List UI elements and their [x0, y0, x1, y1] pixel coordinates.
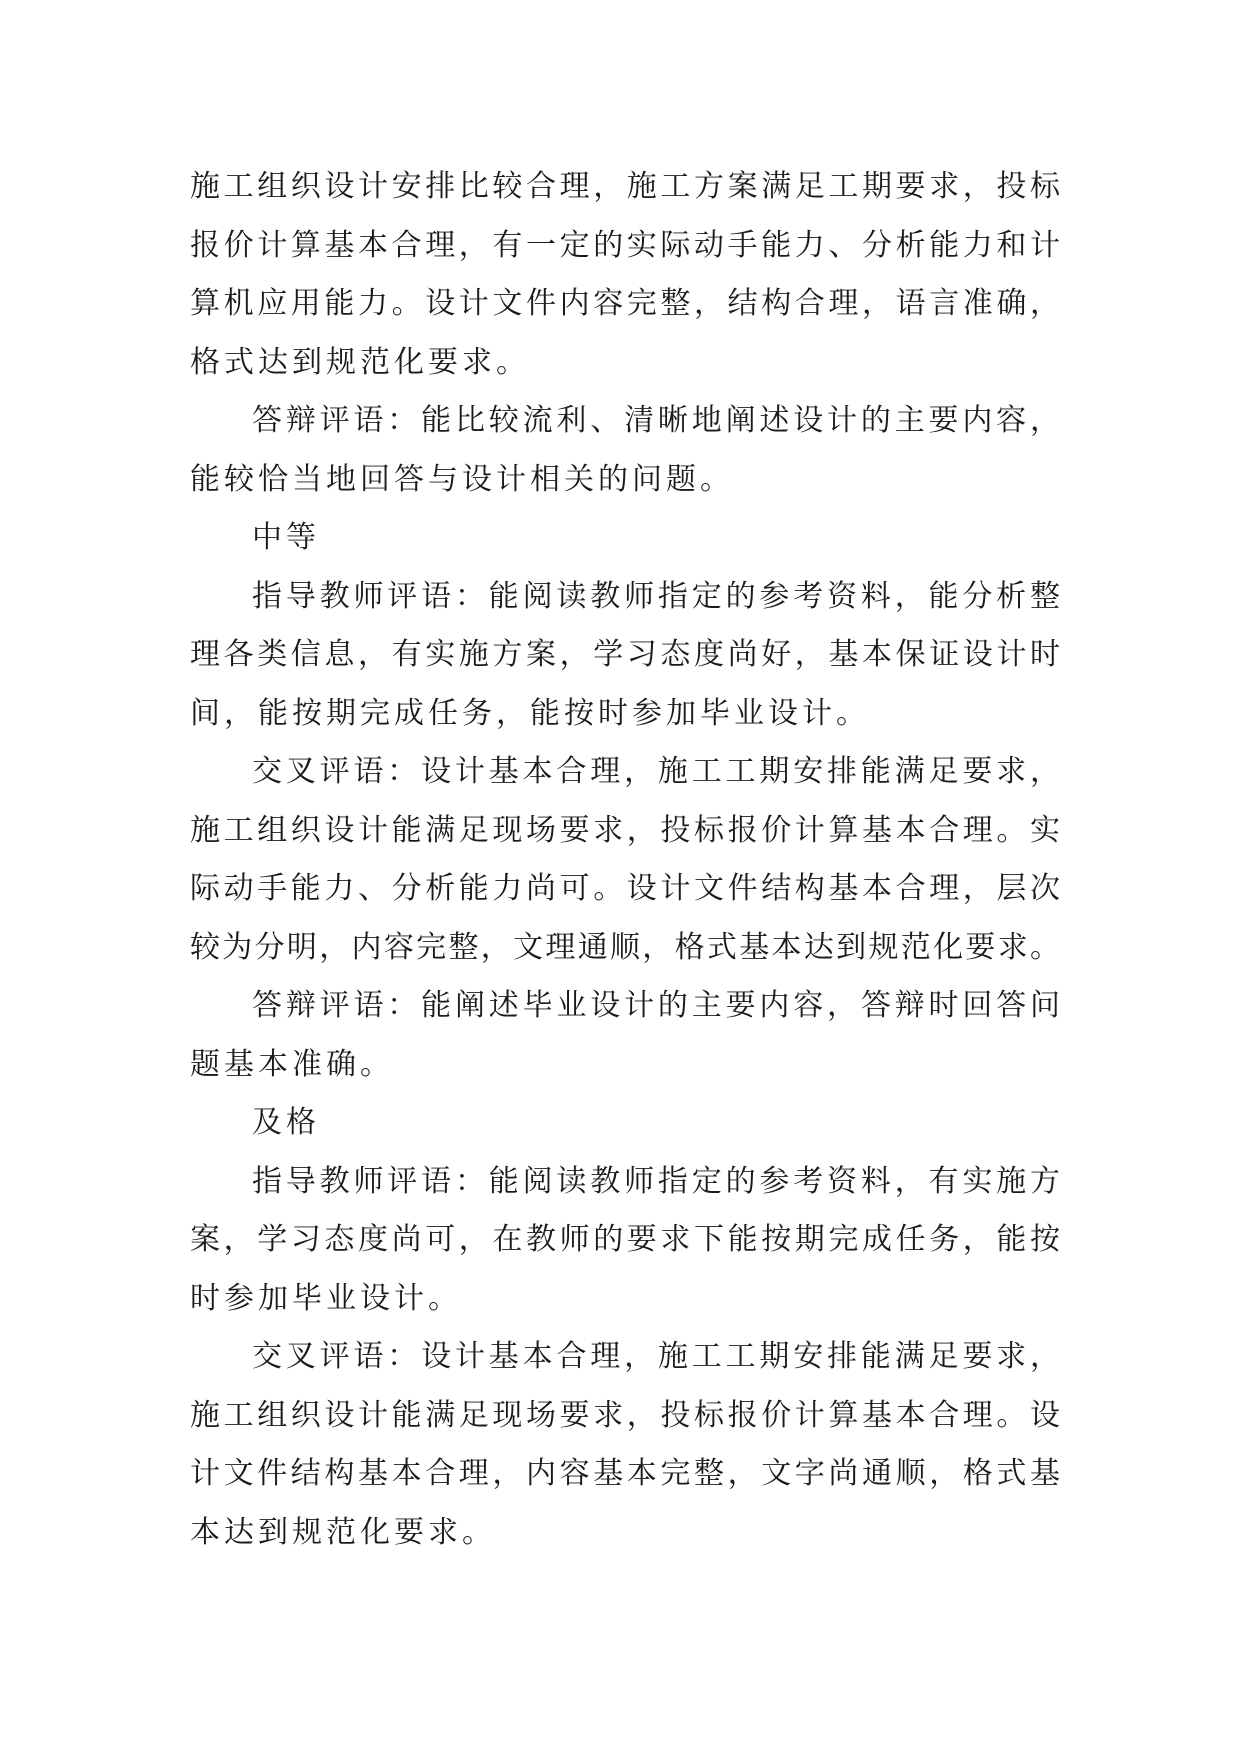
grade-heading-pass: 及格: [252, 1105, 320, 1140]
text-line-3: 算机应用能力。设计文件内容完整，结构合理，语言准确，: [190, 286, 1060, 321]
text-line-18: 指导教师评语：能阅读教师指定的参考资料，有实施方: [252, 1163, 1060, 1199]
text-line-24: 本达到规范化要求。: [190, 1514, 496, 1550]
text-line-10: 间，能按期完成任务，能按时参加毕业设计。: [190, 695, 870, 731]
text-line-9: 理各类信息，有实施方案，学习态度尚好，基本保证设计时: [190, 637, 1060, 672]
text-line-23: 计文件结构基本合理，内容基本完整，文字尚通顺，格式基: [190, 1456, 1060, 1491]
grade-heading-medium: 中等: [252, 520, 320, 555]
text-line-22: 施工组织设计能满足现场要求，投标报价计算基本合理。设: [190, 1397, 1060, 1433]
text-line-12: 施工组织设计能满足现场要求，投标报价计算基本合理。实: [190, 812, 1060, 848]
text-line-4: 格式达到规范化要求。: [190, 344, 530, 380]
text-line-19: 案，学习态度尚可，在教师的要求下能按期完成任务，能按: [190, 1222, 1060, 1257]
text-line-2: 报价计算基本合理，有一定的实际动手能力、分析能力和计: [190, 227, 1060, 263]
text-line-14: 较为分明，内容完整，文理通顺，格式基本达到规范化要求。: [190, 929, 1060, 965]
text-line-8: 指导教师评语：能阅读教师指定的参考资料，能分析整: [252, 578, 1060, 614]
text-line-11: 交叉评语：设计基本合理，施工工期安排能满足要求，: [252, 754, 1060, 789]
text-line-15: 答辩评语：能阐述毕业设计的主要内容，答辩时回答问: [252, 988, 1060, 1023]
text-line-13: 际动手能力、分析能力尚可。设计文件结构基本合理，层次: [190, 871, 1060, 906]
text-line-21: 交叉评语：设计基本合理，施工工期安排能满足要求，: [252, 1339, 1060, 1374]
document-body: [190, 158, 1060, 1562]
text-line-20: 时参加毕业设计。: [190, 1280, 462, 1316]
text-line-1: 施工组织设计安排比较合理，施工方案满足工期要求，投标: [190, 169, 1060, 204]
text-line-16: 题基本准确。: [190, 1046, 394, 1082]
text-line-6: 能较恰当地回答与设计相关的问题。: [190, 461, 734, 497]
text-line-5: 答辩评语：能比较流利、清晰地阐述设计的主要内容，: [252, 403, 1060, 438]
